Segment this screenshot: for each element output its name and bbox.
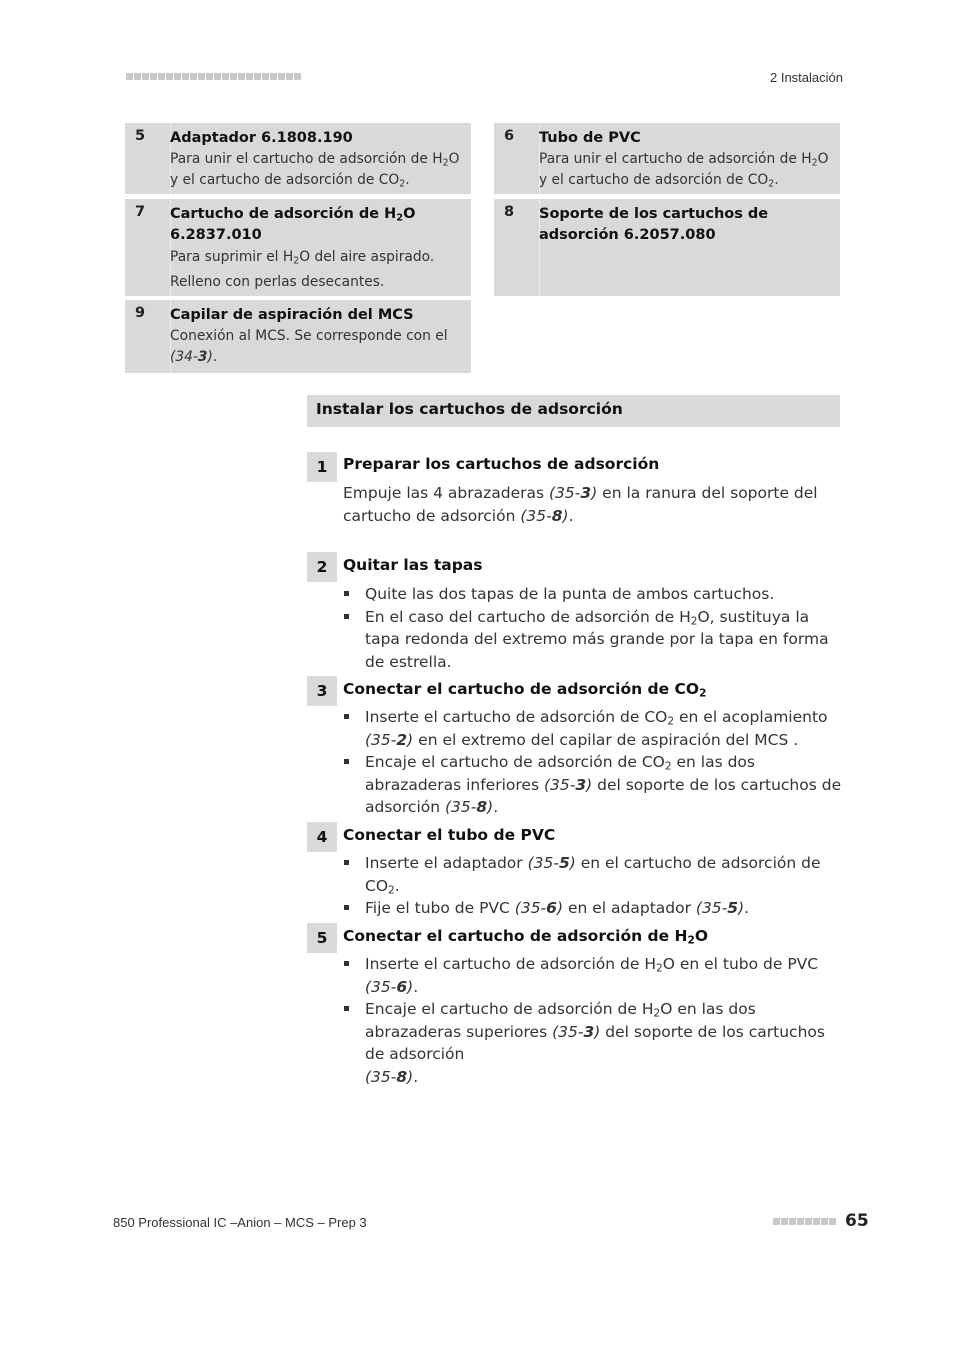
- header-decoration: [126, 73, 301, 80]
- page-number: 65: [845, 1211, 869, 1231]
- decoration-square: [278, 73, 285, 80]
- decoration-square: [182, 73, 189, 80]
- cross-reference: (35-8): [365, 1067, 414, 1086]
- legend-title: Tubo de PVC: [539, 130, 641, 146]
- legend-desc: Conexión al MCS. Se corresponde con el (34-3).: [170, 328, 448, 365]
- legend-item-7: [125, 199, 471, 296]
- step-text: Empuje las 4 abrazaderas (35-3) en la ranura del soporte del cartucho de adsorción (35-8).: [343, 484, 818, 525]
- step-title: Quitar las tapas: [343, 556, 483, 574]
- legend-title: Soporte de los cartuchos de adsorción 6.2057.080: [539, 206, 769, 243]
- legend-number: 7: [135, 204, 146, 220]
- step-number: 1: [307, 452, 337, 482]
- step-bullets: [343, 583, 843, 673]
- cross-reference: (35-8): [445, 798, 494, 816]
- cross-reference: (35-3): [543, 775, 593, 794]
- decoration-square: [214, 73, 221, 80]
- decoration-square: [246, 73, 253, 80]
- decoration-square: [789, 1218, 796, 1225]
- decoration-square: [158, 73, 165, 80]
- decoration-square: [206, 73, 213, 80]
- bullet-item: Inserte el adaptador (35-5) en el cartucho de adsorción de $CO_2$.: [343, 852, 843, 897]
- step-number: 4: [307, 822, 337, 852]
- legend-desc-2: Relleno con perlas desecantes.: [170, 274, 385, 290]
- cross-reference: (35-2): [365, 730, 414, 749]
- cross-reference: (35-6): [514, 899, 564, 917]
- legend-desc: Para unir el cartucho de adsorción de $H_2O$ y el cartucho de adsorción de $CO_2$.: [539, 151, 829, 190]
- legend-desc: Para unir el cartucho de adsorción de $H_2O$ y el cartucho de adsorción de $CO_2$.: [170, 151, 460, 190]
- legend-number: 5: [135, 128, 146, 144]
- step-bullets: [343, 706, 843, 819]
- step-bullets: [343, 953, 843, 1088]
- decoration-square: [238, 73, 245, 80]
- step-bullets: [343, 852, 843, 920]
- legend-number: 6: [504, 128, 515, 144]
- decoration-square: [174, 73, 181, 80]
- step-title: Preparar los cartuchos de adsorción: [343, 455, 660, 473]
- cross-reference: (34-3): [170, 349, 213, 365]
- legend-item-6: [494, 123, 840, 194]
- legend-title: Cartucho de adsorción de $H_2O$ 6.2837.010: [170, 206, 416, 243]
- cross-reference: (35-5): [695, 899, 745, 917]
- decoration-square: [222, 73, 229, 80]
- bullet-item: Inserte el cartucho de adsorción de $H_2O$ en el tubo de PVC (35-6).: [343, 953, 843, 998]
- header-section: 2 Instalación: [770, 70, 843, 85]
- cross-reference: (35-3): [552, 1022, 601, 1041]
- step-number: 3: [307, 676, 337, 706]
- section-title: Instalar los cartuchos de adsorción: [307, 395, 840, 427]
- decoration-square: [198, 73, 205, 80]
- legend-item-9: [125, 300, 471, 373]
- cross-reference: (35-5): [527, 854, 576, 872]
- decoration-square: [126, 73, 133, 80]
- bullet-item: En el caso del cartucho de adsorción de $H_2O$, sustituya la tapa redonda del extremo más grande por la tapa en forma de estrella.: [343, 606, 843, 674]
- decoration-square: [781, 1218, 788, 1225]
- legend-desc: Para suprimir el $H_2O$ del aire aspirado.: [170, 249, 435, 267]
- bullet-item: Fije el tubo de PVC (35-6) en el adaptador (35-5).: [343, 897, 843, 920]
- decoration-square: [829, 1218, 836, 1225]
- decoration-square: [773, 1218, 780, 1225]
- footer-decoration: [773, 1218, 836, 1225]
- legend-item-5: [125, 123, 471, 194]
- decoration-square: [134, 73, 141, 80]
- decoration-square: [230, 73, 237, 80]
- step-title: Conectar el cartucho de adsorción de $CO_2$: [343, 680, 707, 700]
- step-number: 5: [307, 923, 337, 953]
- decoration-square: [286, 73, 293, 80]
- legend-number: 8: [504, 204, 515, 220]
- decoration-square: [294, 73, 301, 80]
- decoration-square: [270, 73, 277, 80]
- decoration-square: [190, 73, 197, 80]
- cross-reference: (35-3): [549, 484, 598, 502]
- cross-reference: (35-8): [520, 506, 569, 525]
- bullet-item: Encaje el cartucho de adsorción de $H_2O$ en las dos abrazaderas superiores (35-3) del soporte de los cartuchos de adsorción (35-8).: [343, 998, 843, 1088]
- decoration-square: [254, 73, 261, 80]
- legend-item-8: [494, 199, 840, 296]
- decoration-square: [821, 1218, 828, 1225]
- legend-number: 9: [135, 305, 146, 321]
- legend-title: Capilar de aspiración del MCS: [170, 307, 414, 323]
- decoration-square: [262, 73, 269, 80]
- decoration-square: [797, 1218, 804, 1225]
- step-title: Conectar el tubo de PVC: [343, 826, 556, 844]
- legend-title: Adaptador 6.1808.190: [170, 130, 353, 146]
- bullet-item: Encaje el cartucho de adsorción de $CO_2$ en las dos abrazaderas inferiores (35-3) del soporte de los cartuchos de adsorción (35-8).: [343, 751, 843, 819]
- decoration-square: [142, 73, 149, 80]
- bullet-item: Quite las dos tapas de la punta de ambos cartuchos.: [343, 583, 843, 606]
- decoration-square: [150, 73, 157, 80]
- bullet-item: Inserte el cartucho de adsorción de $CO_2$ en el acoplamiento (35-2) en el extremo del capilar de aspiración del MCS .: [343, 706, 843, 751]
- step-number: 2: [307, 552, 337, 582]
- decoration-square: [813, 1218, 820, 1225]
- decoration-square: [166, 73, 173, 80]
- step-title: Conectar el cartucho de adsorción de $H_2O$: [343, 927, 709, 947]
- cross-reference: (35-6): [365, 977, 414, 996]
- decoration-square: [805, 1218, 812, 1225]
- footer-product: 850 Professional IC –Anion – MCS – Prep 3: [113, 1215, 367, 1230]
